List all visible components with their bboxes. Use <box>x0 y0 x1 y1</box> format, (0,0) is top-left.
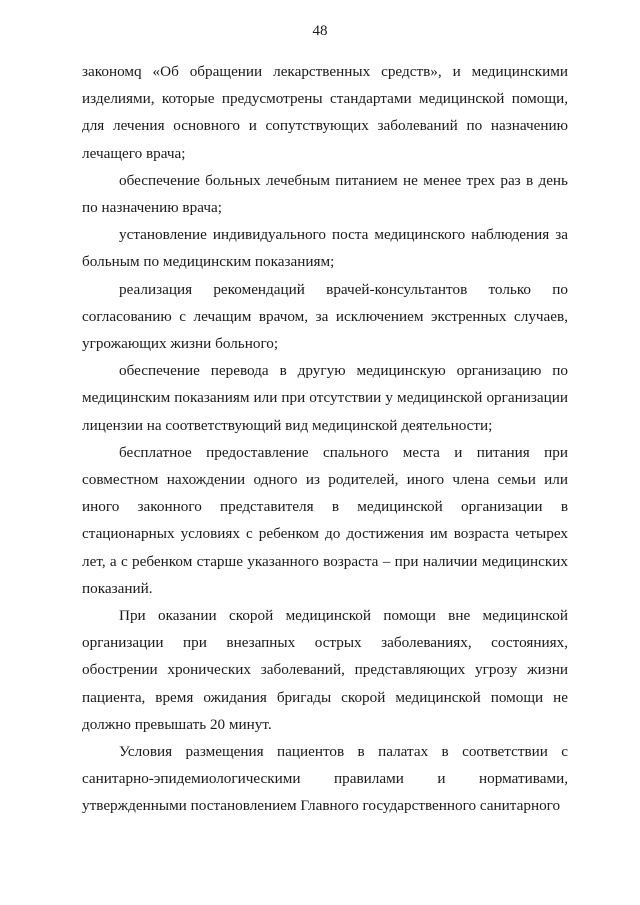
paragraph-ward-conditions: Условия размещения пациентов в палатах в соответствии с санитарно-эпидемиологическими правилами и нормативами, утвержденными постановлением Главного государственного санитарного <box>82 743 568 815</box>
document-body <box>82 58 568 820</box>
paragraph-consultants: реализация рекомендаций врачей-консультантов только по согласованию с лечащим врачом, за исключением экстренных случаев, угрожающих жизни больного; <box>82 280 568 353</box>
paragraph-continuation: закономq «Об обращении лекарственных средств», и медицинскими изделиями, которые предусмотрены стандартами медицинской помощи, для лечения основного и сопутствующих заболеваний по назначению лечащего врача; <box>82 63 568 162</box>
paragraph-individual-post: установление индивидуального поста медицинского наблюдения за больным по медицинским показаниям; <box>82 226 568 271</box>
paragraph-emergency-wait: При оказании скорой медицинской помощи вне медицинской организации при внезапных острых заболеваниях, состояниях, обострении хронических заболеваний, представляющих угрозу жизни пациента, время ожидания бригады скорой медицинской помощи не должно превышать 20 минут. <box>82 607 568 733</box>
page-number: 48 <box>312 23 328 39</box>
paragraph-parent-accommodation: бесплатное предоставление спального места и питания при совместном нахождении одного из родителей, иного члена семьи или иного законного представителя в медицинской организации в стационарных условиях с ребенком до достижения им возраста четырех лет, а с ребенком старше указанного возраста – при наличии медицинских показаний. <box>82 443 568 597</box>
paragraph-nutrition: обеспечение больных лечебным питанием не менее трех раз в день по назначению врача; <box>82 171 568 217</box>
paragraph-transfer: обеспечение перевода в другую медицинскую организацию по медицинским показаниям или при отсутствии у медицинской организации лицензии на соответствующий вид медицинской деятельности; <box>82 362 568 434</box>
